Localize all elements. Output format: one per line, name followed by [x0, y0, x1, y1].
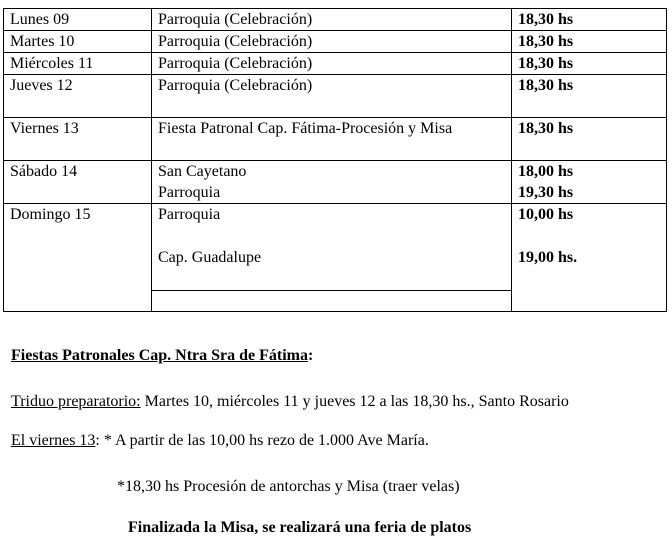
procesion-line: *18,30 hs Procesión de antorchas y Misa (traer velas)	[117, 478, 460, 495]
empty-cell	[152, 291, 512, 312]
triduo-label: Triduo preparatorio:	[11, 393, 141, 410]
triduo-paragraph	[11, 392, 609, 411]
table-row	[4, 9, 667, 31]
table-row	[4, 118, 667, 161]
day-cell: Miércoles 11	[4, 53, 152, 75]
time-line: 19,00 hs.	[518, 249, 578, 266]
heading-text: Fiestas Patronales Cap. Ntra Sra de Fátima	[11, 347, 308, 364]
place-line: Parroquia	[158, 184, 221, 201]
day-cell: Domingo 15	[4, 204, 152, 312]
table-row	[4, 161, 667, 204]
viernes-text: : * A partir de las 10,00 hs rezo de 1.000 Ave María.	[95, 432, 429, 449]
time-cell: 18,30 hs	[512, 9, 667, 31]
time-cell: 18,30 hs	[512, 75, 667, 118]
place-line: San Cayetano	[158, 163, 247, 180]
notes-heading	[11, 347, 611, 365]
line-gap	[518, 225, 660, 247]
day-cell: Lunes 09	[4, 9, 152, 31]
table-row	[4, 204, 667, 291]
time-cell	[512, 161, 667, 204]
place-cell: Parroquia (Celebración)	[152, 75, 512, 118]
table-row	[4, 75, 667, 118]
time-line: 18,00 hs	[518, 163, 574, 180]
viernes-paragraph	[11, 432, 611, 450]
triduo-text: Martes 10, miércoles 11 y jueves 12 a las 18,30 hs., Santo Rosario	[140, 393, 569, 410]
time-cell: 18,30 hs	[512, 53, 667, 75]
place-cell: Fiesta Patronal Cap. Fátima-Procesión y Misa	[152, 118, 512, 161]
day-cell: Viernes 13	[4, 118, 152, 161]
day-cell: Jueves 12	[4, 75, 152, 118]
time-line: 10,00 hs	[518, 206, 574, 223]
viernes-label: El viernes 13	[11, 432, 96, 449]
place-cell: Parroquia (Celebración)	[152, 31, 512, 53]
heading-colon: :	[308, 347, 314, 364]
feria-line: Finalizada la Misa, se realizará una feria de platos	[128, 519, 472, 536]
place-cell: Parroquia (Celebración)	[152, 53, 512, 75]
table-row	[4, 53, 667, 75]
line-gap	[158, 225, 505, 247]
place-line: Parroquia	[158, 206, 221, 223]
place-cell: Parroquia (Celebración)	[152, 9, 512, 31]
place-line: Cap. Guadalupe	[158, 249, 262, 266]
place-cell	[152, 161, 512, 204]
time-cell: 18,30 hs	[512, 118, 667, 161]
schedule-table	[3, 8, 667, 312]
time-line: 19,30 hs	[518, 184, 574, 201]
day-cell: Martes 10	[4, 31, 152, 53]
table-row	[4, 31, 667, 53]
time-cell	[512, 204, 667, 312]
time-cell: 18,30 hs	[512, 31, 667, 53]
day-cell: Sábado 14	[4, 161, 152, 204]
place-cell	[152, 204, 512, 291]
